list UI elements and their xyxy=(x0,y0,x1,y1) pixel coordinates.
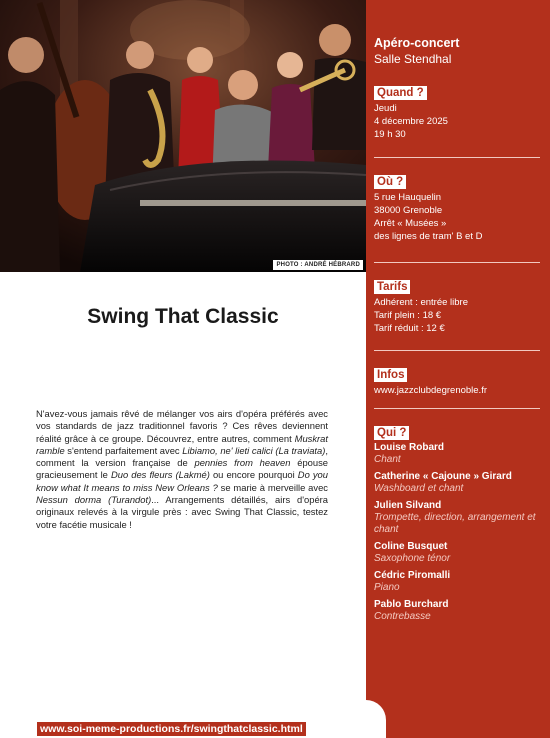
event-type: Apéro-concert xyxy=(374,36,460,50)
song-title: Duo des fleurs (Lakmé) xyxy=(110,469,210,481)
page-title: Swing That Classic xyxy=(87,305,279,328)
where-line: Arrêt « Musées » xyxy=(374,218,447,229)
where-line: 5 rue Hauquelin xyxy=(374,192,442,203)
performer-role: Piano xyxy=(374,582,400,593)
when-line: 19 h 30 xyxy=(374,129,406,140)
info-section xyxy=(374,365,540,397)
song-title: pennies from heaven xyxy=(194,457,291,469)
description-segment: se marie à merveille avec xyxy=(217,481,328,493)
performer-item xyxy=(374,442,540,466)
performer-name: Julien Silvand xyxy=(374,500,442,511)
performer-name: Pablo Burchard xyxy=(374,599,449,610)
event-url-link[interactable]: www.soi-meme-productions.fr/swingthatclassic.html xyxy=(37,722,306,736)
performer-role: Chant xyxy=(374,454,401,465)
where-section xyxy=(374,172,540,243)
page-corner-decoration xyxy=(366,700,386,738)
divider xyxy=(374,262,540,263)
performer-role: Washboard et chant xyxy=(374,483,464,494)
event-venue: Salle Stendhal xyxy=(374,52,452,66)
prices-label: Tarifs xyxy=(374,280,410,294)
photo-credit: PHOTO : ANDRÉ HÉBRARD xyxy=(273,260,363,270)
description-segment: épouse gracieusement le xyxy=(36,457,328,481)
divider xyxy=(374,157,540,158)
description-segment: , comment la version française de xyxy=(36,444,328,469)
performer-list xyxy=(374,442,540,623)
when-section xyxy=(374,83,540,141)
divider xyxy=(374,350,540,351)
performer-item xyxy=(374,570,540,594)
when-label: Quand ? xyxy=(374,86,427,100)
song-title: Libiamo, ne' lieti calici (La traviata) xyxy=(182,444,326,456)
description-segment: ou encore pourquoi xyxy=(209,469,298,481)
description-segment: N'avez-vous jamais rêvé de mélanger vos airs d'opéra préférés avec vos standards de jazz traditionnel favoris ? Ces rêves deviennent réalité grâce à ce groupe. Découvrez, entre autres, comment xyxy=(36,408,328,444)
song-title: Nessun dorma (Turandot) xyxy=(36,494,152,506)
description-segment: ... Arrangements détaillés, airs d'opéra originaux relevés à la virgule près : avec Swing That Classic, testez votre facétie musicale ! xyxy=(36,494,329,530)
performer-role: Saxophone ténor xyxy=(374,553,451,564)
performer-role: Contrebasse xyxy=(374,611,431,622)
divider xyxy=(374,408,540,409)
performer-item xyxy=(374,541,540,565)
performer-item xyxy=(374,471,540,495)
song-title: Muskrat ramble xyxy=(36,432,328,456)
who-label: Qui ? xyxy=(374,426,409,440)
performer-item xyxy=(374,500,540,536)
where-line: 38000 Grenoble xyxy=(374,205,443,216)
band-photo xyxy=(0,0,366,272)
price-line: Tarif plein : 18 € xyxy=(374,310,442,321)
info-sidebar xyxy=(366,0,550,738)
when-line: 4 décembre 2025 xyxy=(374,116,448,127)
info-website-link[interactable]: www.jazzclubdegrenoble.fr xyxy=(374,385,488,396)
performer-item xyxy=(374,599,540,623)
prices-section xyxy=(374,277,540,335)
performer-name: Coline Busquet xyxy=(374,541,448,552)
price-line: Adhérent : entrée libre xyxy=(374,297,469,308)
where-label: Où ? xyxy=(374,175,406,189)
performer-role: Trompette, direction, arrangement et chant xyxy=(374,512,536,535)
description-text xyxy=(36,408,328,531)
description-segment: s'entend parfaitement avec xyxy=(64,444,183,456)
info-label: Infos xyxy=(374,368,407,382)
price-line: Tarif réduit : 12 € xyxy=(374,323,445,334)
performer-name: Louise Robard xyxy=(374,442,445,453)
who-section xyxy=(374,423,540,628)
when-line: Jeudi xyxy=(374,103,397,114)
band-photo-image xyxy=(0,0,366,272)
song-title: Do you know what It means to miss New Orleans ? xyxy=(36,469,328,493)
performer-name: Catherine « Cajoune » Girard xyxy=(374,471,512,482)
performer-name: Cédric Piromalli xyxy=(374,570,451,581)
where-line: des lignes de tram' B et D xyxy=(374,231,483,242)
